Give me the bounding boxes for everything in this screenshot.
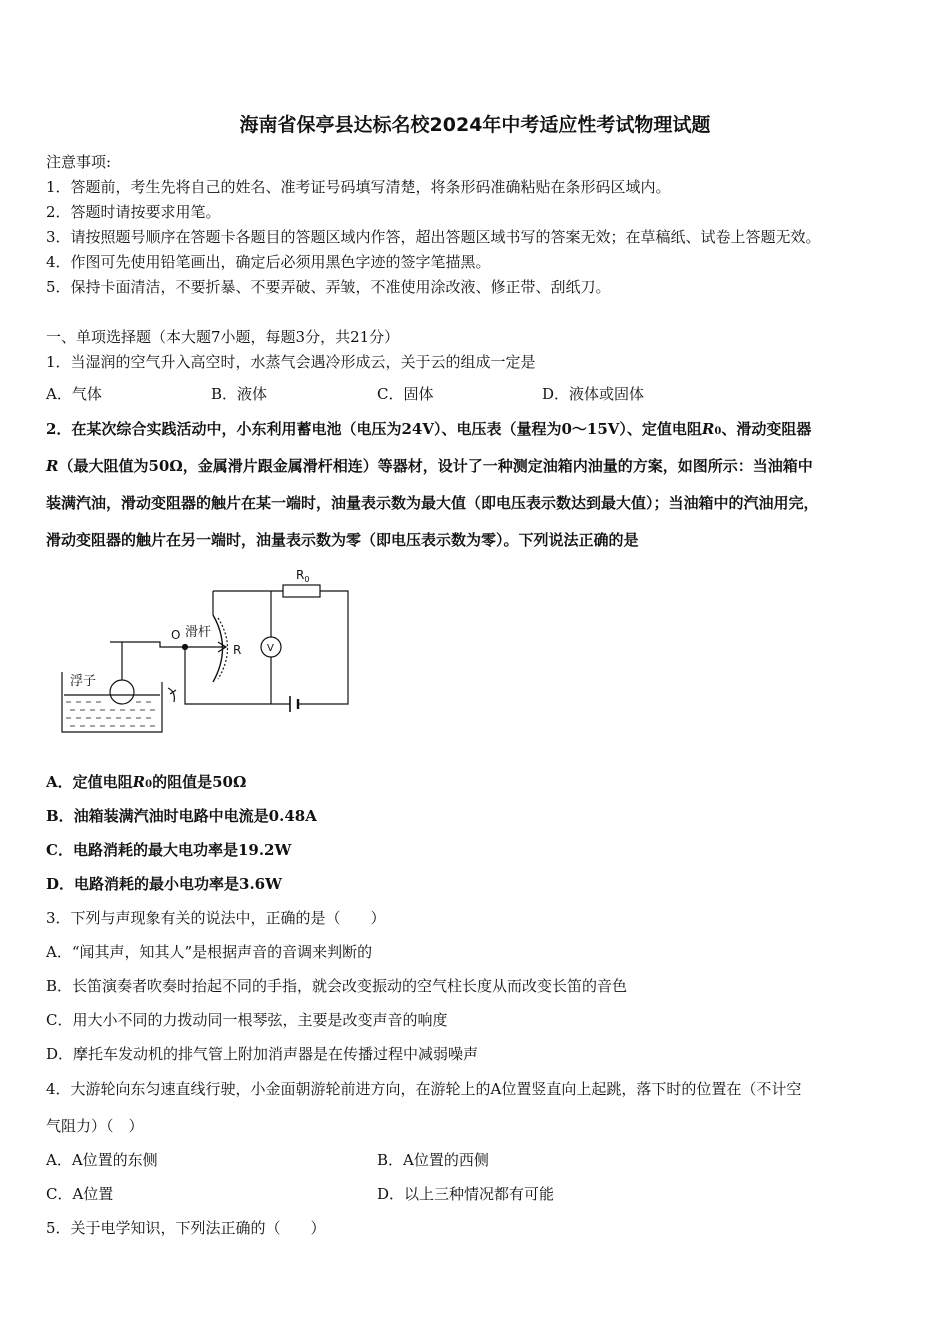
question-2-line-2: R（最大阻值为50Ω，金属滑片跟金属滑杆相连）等器材，设计了一种测定油箱内油量的方案，如图所示：当油箱中 xyxy=(46,457,813,475)
q3-option-d: D．摩托车发动机的排气管上附加消声器是在传播过程中减弱噪声 xyxy=(46,1045,479,1063)
q1-option-b: B．液体 xyxy=(211,385,268,403)
q1-option-c: C．固体 xyxy=(377,385,434,403)
question-2-line-4: 滑动变阻器的触片在另一端时，油量表示数为零（即电压表示数为零）。下列说法正确的是 xyxy=(46,531,639,549)
q4-option-a: A．A位置的东侧 xyxy=(46,1151,158,1169)
q3-option-b: B．长笛演奏者吹奏时抬起不同的手指，就会改变振动的空气柱长度从而改变长笛的音色 xyxy=(46,977,628,995)
notice-item: 4．作图可先使用铅笔画出，确定后必须用黑色字迹的签字笔描黑。 xyxy=(46,253,491,271)
q2-option-a: A．定值电阻R0的阻值是50Ω xyxy=(46,773,247,791)
question-5-stem: 5．关于电学知识，下列法正确的（ ） xyxy=(46,1219,326,1237)
rheostat-label: R xyxy=(233,643,242,657)
section-heading: 一、单项选择题（本大题7小题，每题3分，共21分） xyxy=(46,328,400,346)
notice-item: 1．答题前，考生先将自己的姓名、准考证号码填写清楚，将条形码准确粘贴在条形码区域内。 xyxy=(46,178,671,196)
notice-item: 2．答题时请按要求用笔。 xyxy=(46,203,221,221)
q1-option-a: A．气体 xyxy=(46,385,102,403)
rod-label: 滑杆 xyxy=(185,625,212,640)
q1-option-d: D．液体或固体 xyxy=(542,385,645,403)
pivot-label: O xyxy=(171,628,181,642)
q4-option-c: C．A位置 xyxy=(46,1185,114,1203)
q3-option-c: C．用大小不同的力拨动同一根琴弦，主要是改变声音的响度 xyxy=(46,1011,448,1029)
q4-option-d: D．以上三种情况都有可能 xyxy=(377,1185,555,1203)
r0-label: $R_0$ xyxy=(296,568,310,584)
page-title: 海南省保亭县达标名校2024年中考适应性考试物理试题 xyxy=(239,114,711,136)
q2-option-c: C．电路消耗的最大电功率是19.2W xyxy=(46,841,292,859)
question-1-stem: 1．当湿润的空气升入高空时，水蒸气会遇冷形成云，关于云的组成一定是 xyxy=(46,353,536,371)
question-4-line-1: 4．大游轮向东匀速直线行驶，小金面朝游轮前进方向，在游轮上的A位置竖直向上起跳，落下时的位置在（不计空 xyxy=(46,1080,802,1098)
voltmeter-label: V xyxy=(267,643,274,654)
notice-item: 5．保持卡面清洁，不要折暴、不要弄破、弄皱，不准使用涂改液、修正带、刮纸刀。 xyxy=(46,278,611,296)
question-4-line-2: 气阻力）（ ） xyxy=(46,1117,144,1135)
oil-gauge-circuit-diagram xyxy=(50,560,360,745)
question-2-line-1: 2．在某次综合实践活动中，小东利用蓄电池（电压为24V）、电压表（量程为0～15V）、定值电阻R0、滑动变阻器 xyxy=(46,420,812,438)
q3-option-a: A．“闻其声，知其人”是根据声音的音调来判断的 xyxy=(46,943,373,961)
notice-item: 3．请按照题号顺序在答题卡各题目的答题区域内作答，超出答题区域书写的答案无效；在草稿纸、试卷上答题无效。 xyxy=(46,228,821,246)
question-2-line-3: 装满汽油，滑动变阻器的触片在某一端时，油量表示数为最大值（即电压表示数达到最大值）；当油箱中的汽油用完， xyxy=(46,494,819,512)
q4-option-b: B．A位置的西侧 xyxy=(377,1151,489,1169)
float-label: 浮子 xyxy=(70,674,97,689)
notice-heading: 注意事项: xyxy=(46,153,112,171)
q2-option-b: B．油箱装满汽油时电路中电流是0.48A xyxy=(46,807,317,825)
question-3-stem: 3．下列与声现象有关的说法中，正确的是（ ） xyxy=(46,909,386,927)
q2-option-d: D．电路消耗的最小电功率是3.6W xyxy=(46,875,282,893)
